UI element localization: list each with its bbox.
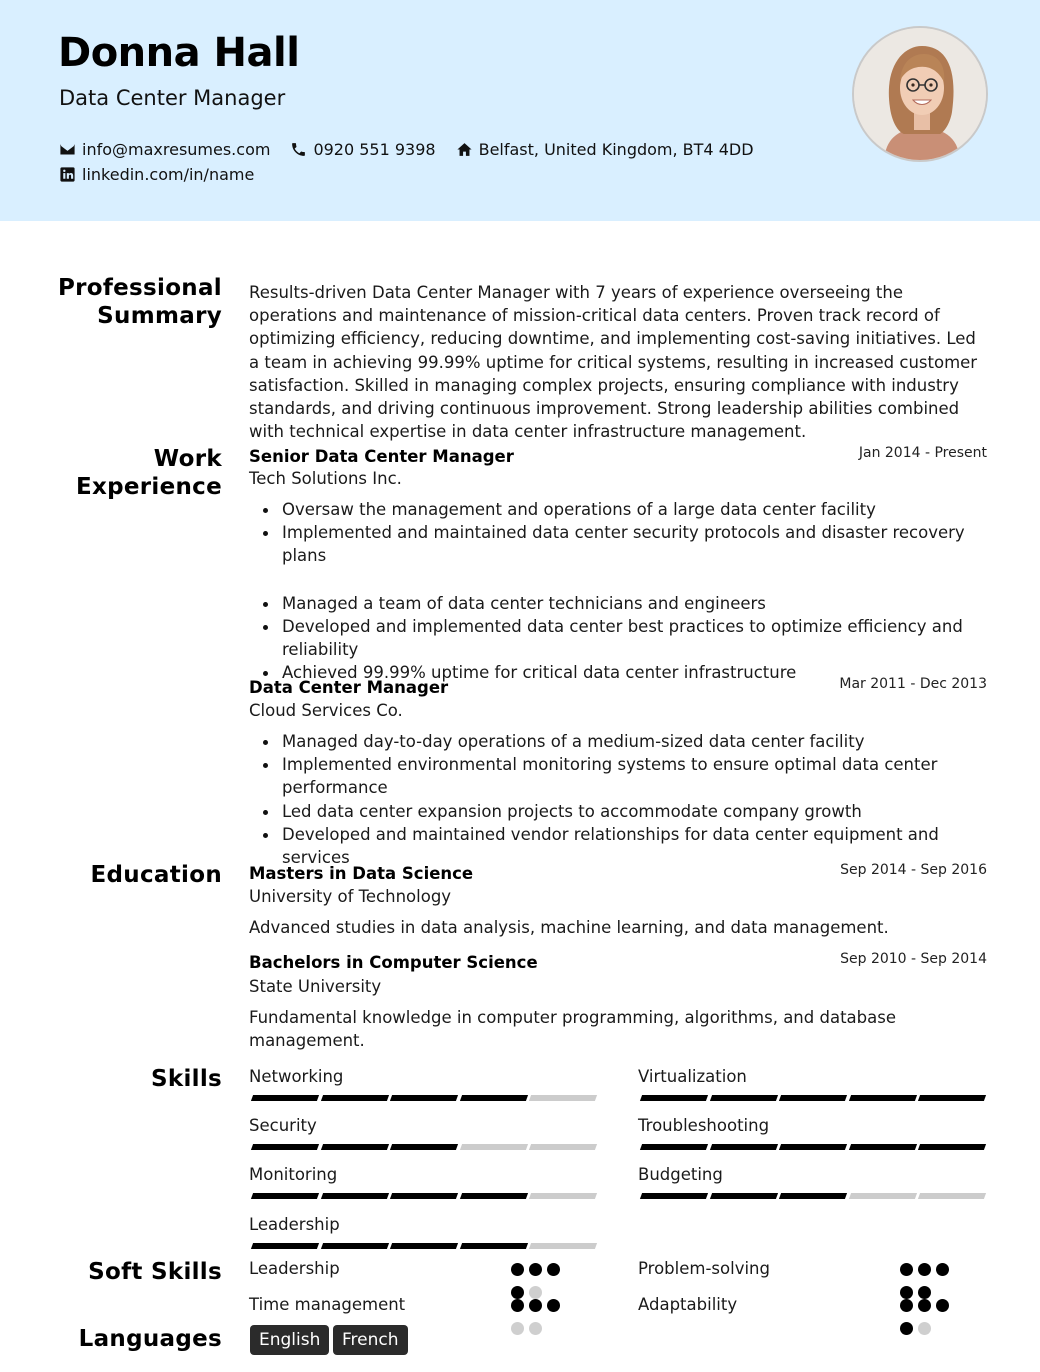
soft-skills-heading: Soft Skills xyxy=(88,1259,222,1285)
skill-bar-segment xyxy=(390,1095,458,1101)
skill-name: Virtualization xyxy=(638,1067,747,1086)
contact-row-2 xyxy=(59,165,274,184)
rating-dot xyxy=(918,1299,931,1312)
skill-bar-segment xyxy=(460,1095,528,1101)
skill-bar-segment xyxy=(779,1095,847,1101)
job-title: Senior Data Center Manager xyxy=(249,447,514,466)
rating-dot xyxy=(900,1299,913,1312)
rating-dot xyxy=(547,1299,560,1312)
skill-bar xyxy=(641,1095,989,1101)
skill-bar-segment xyxy=(529,1095,597,1101)
skill-bar-segment xyxy=(251,1243,319,1249)
degree-dates: Sep 2014 - Sep 2016 xyxy=(840,862,987,878)
work-heading-line2: Experience xyxy=(75,474,222,500)
degree-title: Masters in Data Science xyxy=(249,864,474,883)
language-tag-french: French xyxy=(333,1325,408,1355)
rating-dot xyxy=(900,1286,913,1299)
skill-bar-segment xyxy=(321,1095,389,1101)
contact-row-1 xyxy=(59,140,774,159)
soft-skill-name: Problem-solving xyxy=(638,1259,770,1278)
degree-description: Advanced studies in data analysis, machine learning, and data management. xyxy=(249,918,889,937)
job-bullets xyxy=(282,730,994,869)
skill-bar-segment xyxy=(640,1144,708,1150)
rating-dot xyxy=(547,1263,560,1276)
rating-dot xyxy=(936,1299,949,1312)
envelope-icon xyxy=(59,141,76,158)
phone-icon xyxy=(290,141,307,158)
rating-dot xyxy=(511,1263,524,1276)
rating-dot xyxy=(936,1263,949,1276)
soft-skill-rating xyxy=(511,1299,581,1345)
skill-bar-segment xyxy=(460,1144,528,1150)
degree-description: Fundamental knowledge in computer programming, algorithms, and database management. xyxy=(249,1008,896,1051)
address-text: Belfast, United Kingdom, BT4 4DD xyxy=(478,140,754,159)
address-contact xyxy=(456,140,754,159)
rating-dot xyxy=(529,1322,542,1335)
skill-bar-segment xyxy=(321,1144,389,1150)
summary-heading-line1: Professional xyxy=(57,275,222,301)
skill-bar-segment xyxy=(390,1144,458,1150)
rating-dot xyxy=(900,1322,913,1335)
soft-skill-name: Time management xyxy=(249,1295,406,1314)
skill-bar-segment xyxy=(849,1095,917,1101)
skill-bar-segment xyxy=(918,1193,986,1199)
school-name: University of Technology xyxy=(249,887,452,906)
job-title: Data Center Manager xyxy=(249,678,449,697)
email-text: info@maxresumes.com xyxy=(82,140,271,159)
skill-bar-segment xyxy=(918,1095,986,1101)
work-heading-line1: Work xyxy=(153,446,222,472)
summary-heading-line2: Summary xyxy=(97,303,222,329)
job-dates: Jan 2014 - Present xyxy=(858,445,987,461)
skill-name: Monitoring xyxy=(249,1165,338,1184)
list-item: Implemented environmental monitoring systems to ensure optimal data center performance xyxy=(282,753,994,799)
linkedin-icon xyxy=(59,166,76,183)
job-bullets xyxy=(282,498,994,684)
skills-heading: Skills xyxy=(150,1066,222,1092)
phone-text: 0920 551 9398 xyxy=(313,140,436,159)
soft-skill-name: Adaptability xyxy=(638,1295,738,1314)
summary-heading xyxy=(58,274,222,330)
skill-name: Leadership xyxy=(249,1215,340,1234)
skill-bar-segment xyxy=(251,1193,319,1199)
skill-bar-segment xyxy=(321,1193,389,1199)
summary-text: Results-driven Data Center Manager with 7 years of experience overseeing the operations and maintenance of mission-critical data centers. Proven track record of optimizing efficiency, reducing downtime, and implementing cost-saving initiatives. Led a team in achieving 99.99% uptime for critical systems, resulting in increased customer satisfaction. Skilled in managing complex projects, ensuring compliance with industry standards, and driving continuous improvement. Strong leadership abilities combined with technical expertise in data center infrastructure management. xyxy=(249,283,978,442)
list-item: Managed a team of data center technicians and engineers xyxy=(282,592,994,615)
job-company: Tech Solutions Inc. xyxy=(249,469,402,488)
work-heading xyxy=(76,445,222,501)
skill-name: Troubleshooting xyxy=(638,1116,770,1135)
rating-dot xyxy=(511,1299,524,1312)
skill-bar xyxy=(252,1243,600,1249)
job-company: Cloud Services Co. xyxy=(249,701,403,720)
degree-dates: Sep 2010 - Sep 2014 xyxy=(840,951,987,967)
home-icon xyxy=(456,141,473,158)
list-item: Managed day-to-day operations of a medium-sized data center facility xyxy=(282,730,994,753)
skill-bar xyxy=(252,1144,600,1150)
skill-bar xyxy=(252,1193,600,1199)
skill-bar-segment xyxy=(390,1193,458,1199)
language-tag-english: English xyxy=(250,1325,329,1355)
list-item: Developed and maintained vendor relationships for data center equipment and services xyxy=(282,823,994,869)
rating-dot xyxy=(918,1263,931,1276)
rating-dot xyxy=(529,1286,542,1299)
rating-dot xyxy=(511,1322,524,1335)
skill-bar-segment xyxy=(529,1193,597,1199)
skill-bar xyxy=(641,1144,989,1150)
phone-contact[interactable] xyxy=(290,140,435,159)
list-item: Developed and implemented data center best practices to optimize efficiency and reliability xyxy=(282,615,994,661)
job-dates: Mar 2011 - Dec 2013 xyxy=(839,676,987,692)
skill-bar-segment xyxy=(529,1144,597,1150)
profile-photo xyxy=(852,26,988,162)
skill-bar-segment xyxy=(390,1243,458,1249)
skill-name: Networking xyxy=(249,1067,344,1086)
email-contact[interactable] xyxy=(59,140,270,159)
soft-skill-name: Leadership xyxy=(249,1259,340,1278)
rating-dot xyxy=(511,1286,524,1299)
skill-bar-segment xyxy=(710,1193,778,1199)
list-item: Oversaw the management and operations of a large data center facility xyxy=(282,498,994,521)
skill-bar-segment xyxy=(640,1193,708,1199)
skill-bar-segment xyxy=(460,1193,528,1199)
skill-bar-segment xyxy=(779,1193,847,1199)
school-name: State University xyxy=(249,977,382,996)
list-item: Achieved 99.99% uptime for critical data center infrastructure xyxy=(282,661,994,684)
skill-bar xyxy=(641,1193,989,1199)
skill-bar-segment xyxy=(251,1144,319,1150)
rating-dot xyxy=(900,1263,913,1276)
list-item: Led data center expansion projects to accommodate company growth xyxy=(282,800,994,823)
skill-bar-segment xyxy=(529,1243,597,1249)
education-heading: Education xyxy=(90,862,222,888)
list-item: Implemented and maintained data center security protocols and disaster recovery plans xyxy=(282,521,994,567)
skill-bar-segment xyxy=(849,1144,917,1150)
skill-name: Budgeting xyxy=(638,1165,723,1184)
soft-skill-rating xyxy=(900,1299,970,1345)
skill-bar-segment xyxy=(779,1144,847,1150)
portrait-illustration xyxy=(854,28,988,162)
skill-bar-segment xyxy=(710,1095,778,1101)
skill-name: Security xyxy=(249,1116,317,1135)
candidate-name: Donna Hall xyxy=(58,30,300,76)
skill-bar-segment xyxy=(849,1193,917,1199)
skill-bar-segment xyxy=(321,1243,389,1249)
skill-bar-segment xyxy=(460,1243,528,1249)
skill-bar-segment xyxy=(640,1095,708,1101)
rating-dot xyxy=(918,1286,931,1299)
candidate-title: Data Center Manager xyxy=(59,86,286,110)
skill-bar-segment xyxy=(918,1144,986,1150)
rating-dot xyxy=(529,1263,542,1276)
skill-bar-segment xyxy=(251,1095,319,1101)
skill-bar xyxy=(252,1095,600,1101)
skill-bar-segment xyxy=(710,1144,778,1150)
degree-title: Bachelors in Computer Science xyxy=(249,953,538,972)
rating-dot xyxy=(918,1322,931,1335)
rating-dot xyxy=(529,1299,542,1312)
languages-heading: Languages xyxy=(78,1326,222,1352)
linkedin-contact[interactable] xyxy=(59,165,254,184)
linkedin-text: linkedin.com/in/name xyxy=(82,165,255,184)
